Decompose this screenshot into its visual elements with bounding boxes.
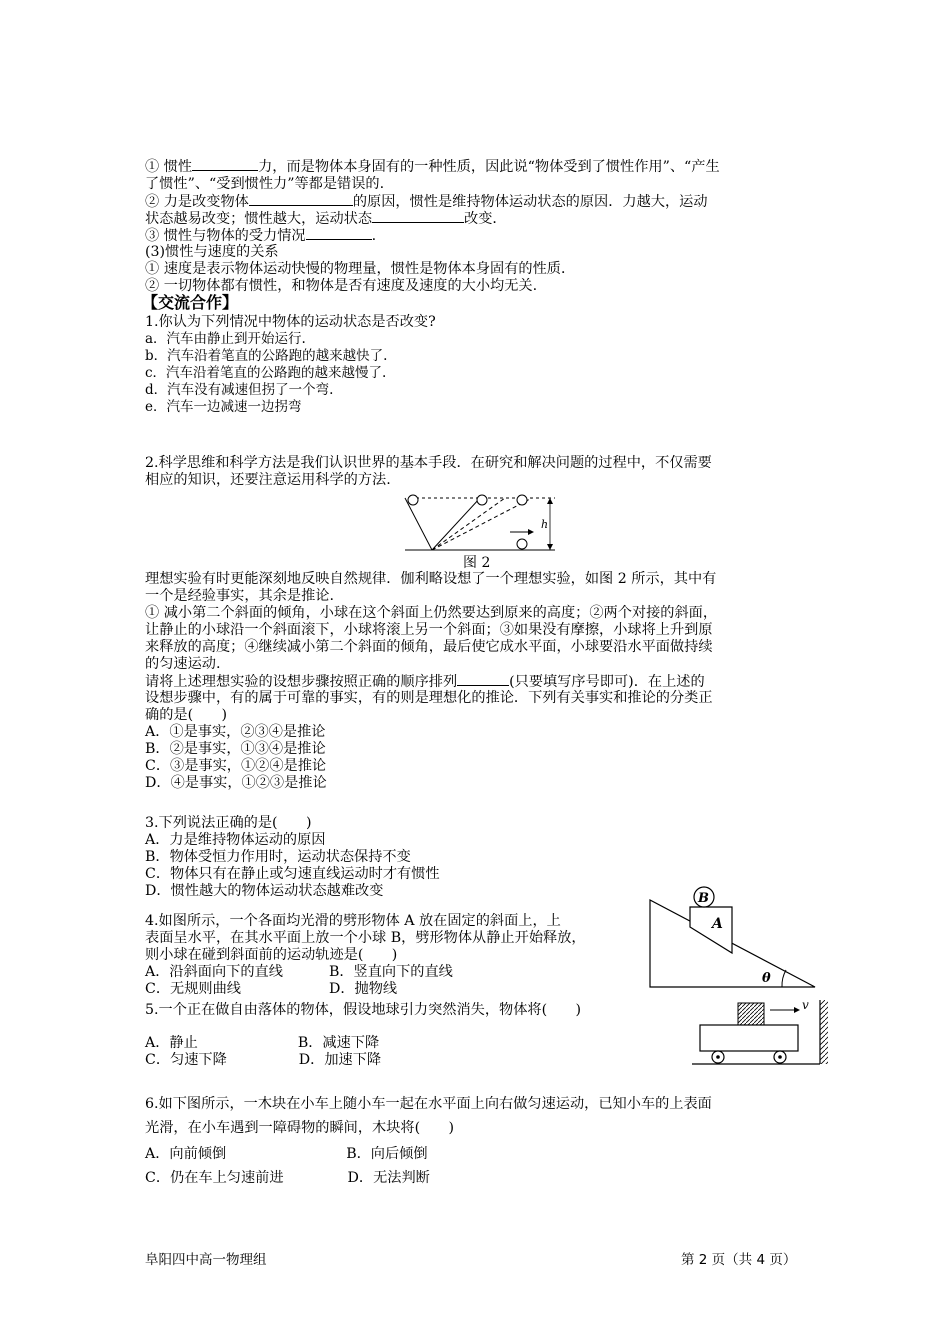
text-line: 光滑，在小车遇到一障碍物的瞬间，木块将( ) <box>145 1120 455 1136</box>
svg-text:θ: θ <box>762 971 771 986</box>
option: C．无规则曲线 D．抛物线 <box>145 981 398 997</box>
fill-blank[interactable] <box>249 193 353 206</box>
option[interactable]: C．物体只有在静止或匀速直线运动时才有惯性 <box>145 866 440 882</box>
text-line: ① 速度是表示物体运动快慢的物理量，惯性是物体本身固有的性质． <box>145 261 576 277</box>
footer-school: 阜阳四中高一物理组 <box>145 1252 267 1268</box>
height-label: h <box>541 518 549 531</box>
figure-caption: 图 2 <box>463 555 491 571</box>
option: b．汽车沿着笔直的公路跑的越来越快了. <box>145 348 388 364</box>
option[interactable]: B．②是事实，①③④是推论 <box>145 741 326 757</box>
option: A．静止 B．减速下降 <box>145 1035 380 1051</box>
text-line: ③ 惯性与物体的受力情况 . <box>145 228 377 244</box>
svg-text:A: A <box>712 916 723 932</box>
text-line: 来释放的高度；④继续减小第二个斜面的倾角，最后使它成水平面，小球要沿水平面做持续 <box>145 639 713 655</box>
text-line: 请将上述理想实验的设想步骤按照正确的顺序排列 (只要填写序号即可)．在上述的 <box>145 674 705 690</box>
option: a．汽车由静止到开始运行. <box>145 331 306 347</box>
ball-icon <box>517 495 527 505</box>
text-line: 理想实验有时更能深刻地反映自然规律．伽利略设想了一个理想实验，如图 2 所示，其中有 <box>145 571 717 587</box>
option[interactable]: A．力是维持物体运动的原因 <box>145 832 326 848</box>
option: A．向前倾倒 B．向后倾倒 <box>145 1146 428 1162</box>
fill-blank[interactable] <box>372 210 464 223</box>
text-line: 让静止的小球沿一个斜面滚下，小球将滚上另一个斜面；③如果没有摩擦，小球将上升到原 <box>145 622 713 638</box>
text-line: 一个是经验事实，其余是推论. <box>145 588 334 604</box>
text-line: ① 减小第二个斜面的倾角，小球在这个斜面上仍然要达到原来的高度；②两个对接的斜面， <box>145 605 718 621</box>
option[interactable]: A．①是事实，②③④是推论 <box>145 724 326 740</box>
svg-text:v: v <box>802 998 809 1012</box>
cart-body <box>700 1025 798 1051</box>
text-line: 设想步骤中，有的属于可靠的事实，有的则是理想化的推论．下列有关事实和推论的分类正 <box>145 690 713 706</box>
fill-blank[interactable] <box>306 227 372 240</box>
ball-icon <box>477 495 487 505</box>
ball-icon <box>408 495 418 505</box>
question-stem: 3.下列说法正确的是( ) <box>145 815 312 831</box>
text-line: 的匀速运动. <box>145 656 221 672</box>
text-line: 则小球在碰到斜面前的运动轨迹是( ) <box>145 947 398 963</box>
option[interactable]: D．④是事实，①②③是推论 <box>145 775 327 791</box>
galileo-incline-figure <box>400 486 560 552</box>
text-line: 了惯性”、“受到惯性力”等都是错误的. <box>145 176 385 192</box>
option: C．匀速下降 D．加速下降 <box>145 1052 382 1068</box>
question-stem: 4.如图所示，一个各面均光滑的劈形物体 A 放在固定的斜面上，上 <box>145 913 561 929</box>
question-stem: 2.科学思维和科学方法是我们认识世界的基本手段．在研究和解决问题的过程中，不仅需要 <box>145 455 712 471</box>
option: d．汽车没有减速但拐了一个弯. <box>145 382 334 398</box>
option: c．汽车沿着笔直的公路跑的越来越慢了. <box>145 365 387 381</box>
svg-text:B: B <box>698 891 709 906</box>
text-line: 状态越易改变；惯性越大，运动状态 改变． <box>145 211 507 227</box>
wood-block <box>738 1003 764 1025</box>
text-line: 表面呈水平，在其水平面上放一个小球 B，劈形物体从静止开始释放， <box>145 930 586 946</box>
question-stem: 5.一个正在做自由落体的物体，假设地球引力突然消失，物体将( ) <box>145 1002 582 1018</box>
ball-icon <box>517 539 527 549</box>
option: C．仍在车上匀速前进 D．无法判断 <box>145 1170 430 1186</box>
option[interactable]: C．③是事实，①②④是推论 <box>145 758 327 774</box>
text-line: 确的是( ) <box>145 707 228 723</box>
text-line: 相应的知识，还要注意运用科学的方法. <box>145 472 391 488</box>
text-line: ① 惯性 力，而是物体本身固有的一种性质，因此说“物体受到了惯性作用”、“产生 <box>145 159 720 175</box>
footer-page-number: 第 2 页（共 4 页） <box>681 1252 797 1268</box>
section-heading: 【交流合作】 <box>142 293 239 312</box>
fill-blank[interactable] <box>192 158 258 171</box>
cart-obstacle-figure <box>690 995 840 1070</box>
option: A．沿斜面向下的直线 B．竖直向下的直线 <box>145 964 453 980</box>
option: e．汽车一边减速一边拐弯 <box>145 399 302 415</box>
text-line: (3)惯性与速度的关系 <box>145 244 279 260</box>
question-stem: 6.如下图所示，一木块在小车上随小车一起在水平面上向右做匀速运动，已知小车的上表面 <box>145 1096 712 1112</box>
fill-blank[interactable] <box>457 673 509 686</box>
text-line: ② 一切物体都有惯性，和物体是否有速度及速度的大小均无关. <box>145 278 538 294</box>
option[interactable]: B．物体受恒力作用时，运动状态保持不变 <box>145 849 411 865</box>
wedge-on-incline-figure <box>640 880 820 990</box>
text-line: ② 力是改变物体 的原因，惯性是维持物体运动状态的原因．力越大，运动 <box>145 194 708 210</box>
wedge-block <box>690 907 732 953</box>
question-stem: 1.你认为下列情况中物体的运动状态是否改变? <box>145 314 436 330</box>
option[interactable]: D．惯性越大的物体运动状态越难改变 <box>145 883 384 899</box>
